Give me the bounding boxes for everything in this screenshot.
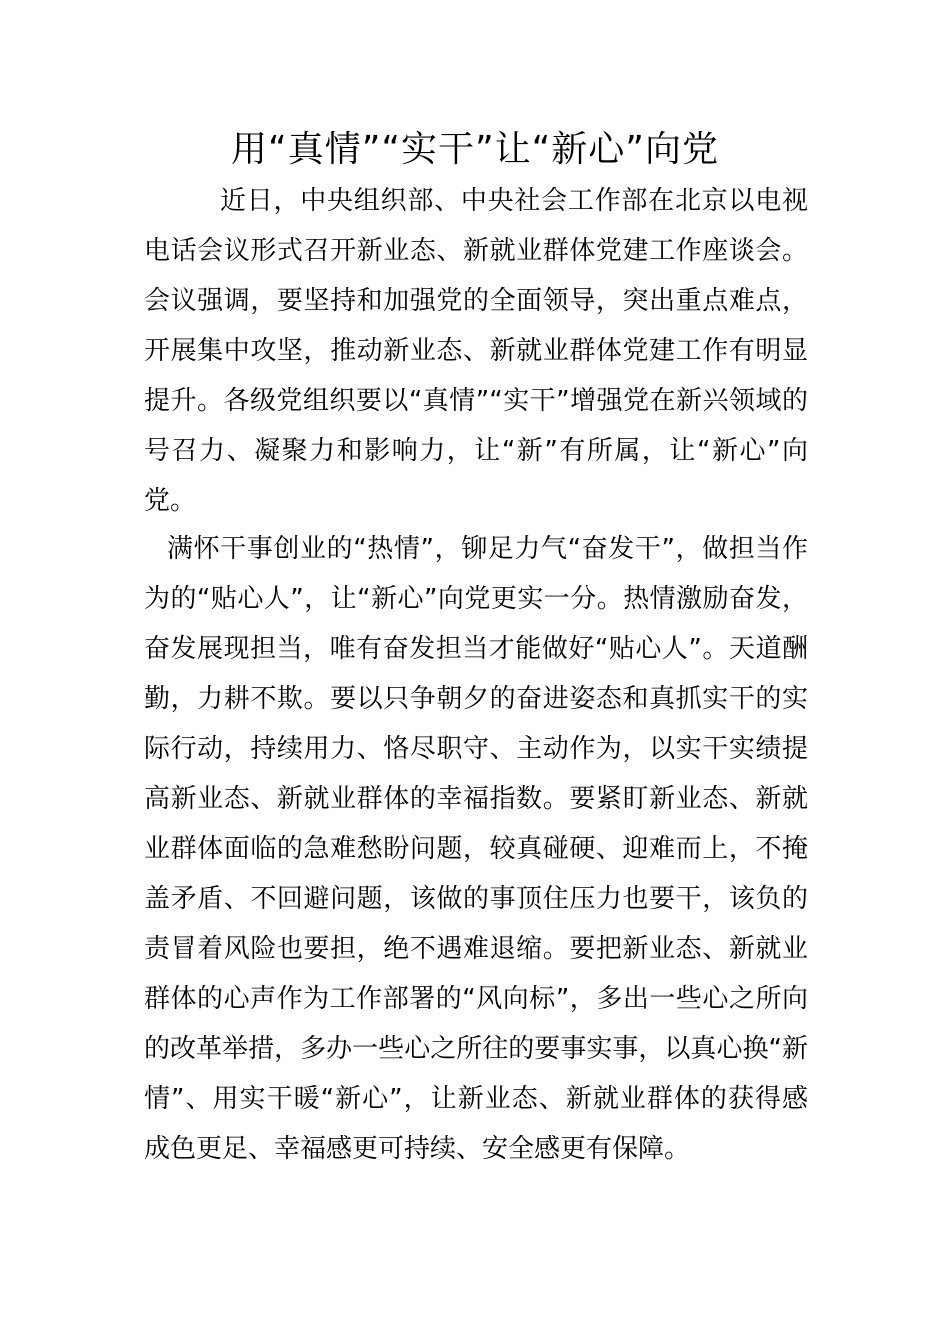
document-title: 用“真情”“实干”让“新心”向党 xyxy=(231,129,719,170)
paragraph-2: 满怀干事创业的“热情”，铆足力气“奋发干”，做担当作为的“贴心人”，让“新心”向党更实一分。热情激励奋发，奋发展现担当，唯有奋发担当才能做好“贴心人”。天道酬勤，力耕不欺。要以只争朝夕的奋进姿态和真抓实干的实际行动，持续用力、恪尽职守、主动作为，以实干实绩提高新业态、新就业群体的幸福指数。要紧盯新业态、新就业群体面临的急难愁盼问题，较真碰硬、迎难而上，不掩盖矛盾、不回避问题，该做的事顶住压力也要干，该负的责冒着风险也要担，绝不遇难退缩。要把新业态、新就业群体的心声作为工作部署的“风向标”，多出一些心之所向的改革举措，多办一些心之所往的要事实事，以真心换“新情”、用实干暖“新心”，让新业态、新就业群体的获得感成色更足、幸福感更可持续、安全感更有保障。 xyxy=(144,534,808,1164)
paragraph-1: 近日，中央组织部、中央社会工作部在北京以电视电话会议形式召开新业态、新就业群体党建工作座谈会。会议强调，要坚持和加强党的全面领导，突出重点难点，开展集中攻坚，推动新业态、新就业群体党建工作有明显提升。各级党组织要以“真情”“实干”增强党在新兴领域的号召力、凝聚力和影响力，让“新”有所属，让“新心”向党。 xyxy=(144,186,808,516)
